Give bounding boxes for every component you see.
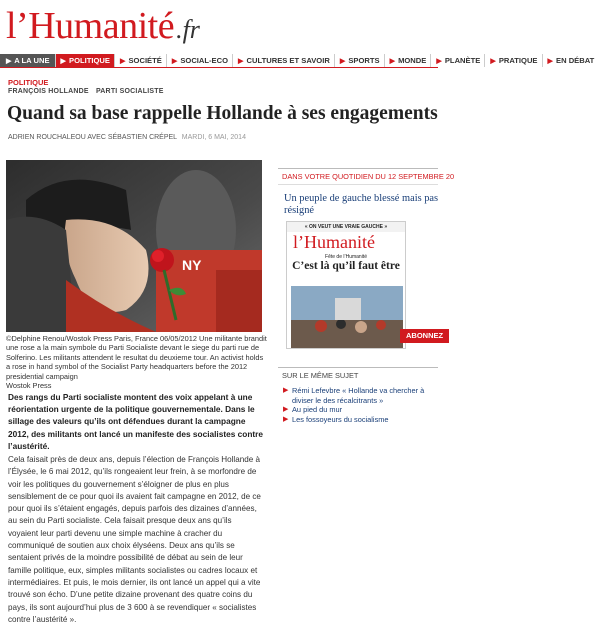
related-link-text: Les fossoyeurs du socialisme bbox=[292, 414, 389, 424]
caption-credit: Wostok Press bbox=[6, 381, 52, 391]
section-label[interactable]: POLITIQUE bbox=[8, 78, 49, 87]
related-link[interactable] bbox=[282, 386, 434, 405]
triangle-right-icon: ▶ bbox=[339, 58, 346, 65]
article-tags bbox=[8, 88, 169, 95]
cover-logo: l’Humanité bbox=[293, 232, 375, 252]
triangle-right-icon: ▶ bbox=[389, 58, 395, 65]
photo-illustration bbox=[6, 160, 262, 332]
nav-label: MONDE bbox=[398, 56, 427, 65]
nav-home-label: A LA UNE bbox=[14, 56, 50, 65]
nav-item-planete[interactable] bbox=[431, 54, 485, 67]
promo-line2: résigné bbox=[284, 205, 315, 216]
triangle-right-icon: ▶ bbox=[119, 58, 126, 65]
nav-label: SOCIAL-ECO bbox=[180, 56, 229, 65]
nav-label: EN DÉBAT bbox=[556, 56, 595, 65]
triangle-right-icon: ▶ bbox=[6, 58, 12, 65]
nav-item-cultures[interactable] bbox=[233, 54, 335, 67]
nav-item-social-eco[interactable] bbox=[167, 54, 233, 67]
triangle-right-icon: ▶ bbox=[436, 58, 442, 65]
print-edition-promo bbox=[278, 168, 455, 358]
article-title: Quand sa base rappelle Hollande à ses engagements bbox=[7, 103, 438, 124]
triangle-right-icon: ▶ bbox=[60, 58, 66, 65]
article-lead: Des rangs du Parti socialiste montent des voix appelant à une réorientation urgente de la politique gouvernementale. Dans le sillage des valeurs qu’ils ont défendues durant la campagne 2012, des militants ont lancé un manifeste des socialistes contre l’austérité. bbox=[8, 392, 263, 451]
promo-line1: Un peuple de gauche blessé mais pas bbox=[284, 193, 439, 204]
related-link[interactable] bbox=[282, 405, 434, 415]
logo-text: l’Humanité bbox=[6, 5, 175, 47]
nav-item-monde[interactable] bbox=[385, 54, 432, 67]
author-names: ADRIEN ROUCHALEOU AVEC SÉBASTIEN CRÉPEL bbox=[8, 134, 177, 141]
related-link-text: Au pied du mur bbox=[292, 405, 343, 415]
cover-banner: « ON VEUT UNE VRAIE GAUCHE » bbox=[287, 222, 405, 232]
nav-label: SOCIÉTÉ bbox=[128, 56, 162, 65]
triangle-right-icon: ▶ bbox=[171, 58, 178, 65]
promo-headline-link[interactable] bbox=[278, 185, 438, 217]
nav-item-en-debat[interactable] bbox=[543, 54, 598, 67]
related-link-text: Rémi Lefevbre « Hollande va chercher à diviser le des récalcitrants » bbox=[292, 386, 425, 405]
related-heading: SUR LE MÊME SUJET bbox=[282, 371, 359, 380]
nav-label: PLANÈTE bbox=[444, 56, 481, 65]
site-logo[interactable] bbox=[6, 2, 200, 50]
cover-photo bbox=[291, 286, 403, 348]
tag-link[interactable]: PARTI SOCIALISTE bbox=[95, 88, 164, 95]
nav-label: PRATIQUE bbox=[498, 56, 538, 65]
triangle-right-icon: ▶ bbox=[490, 58, 496, 65]
tag-link[interactable]: FRANÇOIS HOLLANDE bbox=[8, 88, 89, 95]
triangle-right-icon: ▶ bbox=[283, 387, 289, 394]
caption-text: ©Delphine Renou/Wostok Press Paris, France 06/05/2012 Une militante brandit une rose a la main symbole du Parti Socialiste devant le siege du parti rue de Solferino. Les militants attendent le resultat du deuxieme tour. An activist holds a rose in hand symbol of the Socialist Party headquarters before the 2012 presidential campaign bbox=[6, 334, 267, 381]
triangle-right-icon: ▶ bbox=[547, 58, 553, 65]
main-nav bbox=[0, 54, 595, 68]
related-articles bbox=[278, 367, 438, 424]
nav-label: SPORTS bbox=[348, 56, 380, 65]
article-date: MARDI, 6 MAI, 2014 bbox=[181, 134, 246, 141]
cover-kicker: Fête de l’Humanité bbox=[325, 254, 367, 260]
article-photo bbox=[6, 160, 262, 332]
related-link[interactable] bbox=[282, 415, 434, 425]
nav-item-sports[interactable] bbox=[335, 54, 385, 67]
nav-label: CULTURES ET SAVOIR bbox=[246, 56, 330, 65]
nav-item-home[interactable] bbox=[0, 54, 56, 67]
promo-heading: DANS VOTRE QUOTIDIEN DU 12 SEPTEMBRE 20 bbox=[278, 169, 438, 185]
nav-item-societe[interactable] bbox=[115, 54, 167, 67]
nav-label: POLITIQUE bbox=[69, 56, 110, 65]
photo-caption bbox=[6, 334, 268, 390]
triangle-right-icon: ▶ bbox=[238, 58, 244, 65]
triangle-right-icon: ▶ bbox=[283, 406, 289, 414]
logo-suffix: .fr bbox=[176, 15, 200, 44]
nav-item-pratique[interactable] bbox=[485, 54, 542, 67]
newspaper-cover[interactable] bbox=[286, 221, 406, 349]
article-body: Cela faisait près de deux ans, depuis l’élection de François Hollande à l’Élysée, le 6 mai 2012, qu’ils rongeaient leur frein, à se morfondre de voir les politiques du gouvernement s’éloigner de plus en plus sensiblement de ce pour quoi ils avaient fait campagne en 2012, de ce pour quoi ils s’étaient engagés, depuis parfois des dizaines d’années, au sein du Parti socialiste. Cela faisait presque deux ans qu’ils voyaient leur parti devenu une simple machine à cracher du communiqué de soutien aux choix élyséens. Deux ans qu’ils se sentaient privés de la moindre possibilité de débat au sein de leur famille politique, eux, simples militants socialistes ou cadres locaux et intermédiaires. Et puis, le mois dernier, ils ont lancé un appel qui a vite trouvé son écho. D’une petite dizaine provenant des quatre coins du pays, ils sont aujourd’hui plus de 3 600 à se revendiquer « socialistes contre l’austérité ». bbox=[8, 455, 261, 624]
related-list bbox=[278, 384, 438, 424]
byline bbox=[8, 134, 246, 141]
cover-headline: C’est là qu’il faut être bbox=[292, 260, 400, 272]
subscribe-button[interactable]: ABONNEZ bbox=[400, 329, 449, 343]
nav-item-politique[interactable] bbox=[56, 54, 115, 67]
svg-text:NY: NY bbox=[182, 257, 202, 273]
triangle-right-icon: ▶ bbox=[283, 415, 289, 423]
